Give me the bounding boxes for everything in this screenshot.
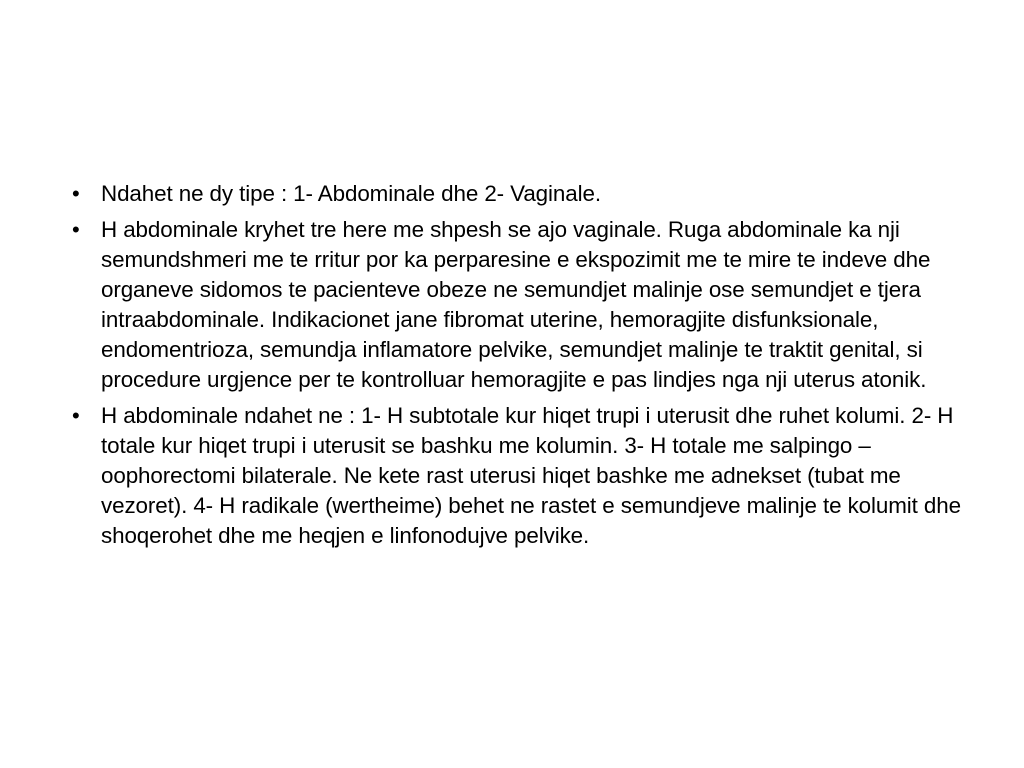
bullet-icon: • [72,181,80,206]
bullet-text: H abdominale kryhet tre here me shpesh se ajo vaginale. Ruga abdominale ka nji semundshmeri me te rritur por ka perparesine e ekspozimit me te mire te indeve dhe organeve sidomos te pacienteve obeze ne semundjet malinje ose semundjet e tjera intraabdominale. Indikacionet jane fibromat uterine, hemoragjite disfunksionale, endomentrioza, semundja inflamatore pelvike, semundjet malinje te traktit genital, si procedure urgjence per te kontrolluar hemoragjite e pas lindjes nga nji uterus atonik. [101,217,931,392]
slide-content [72,179,972,557]
bullet-icon: • [72,403,80,428]
bullet-item [72,215,972,395]
bullet-item [72,401,972,551]
bullet-text: H abdominale ndahet ne : 1- H subtotale kur hiqet trupi i uterusit dhe ruhet kolumi. 2- H totale kur hiqet trupi i uterusit se bashku me kolumin. 3- H totale me salpingo – oophorectomi bilaterale. Ne kete rast uterusi hiqet bashke me adnekset (tubat me vezoret). 4- H radikale (wertheime) behet ne rastet e semundjeve malinje te kolumit dhe shoqerohet dhe me heqjen e linfonodujve pelvike. [101,403,961,548]
bullet-icon: • [72,217,80,242]
bullet-list [72,179,972,551]
bullet-item [72,179,972,209]
bullet-text: Ndahet ne dy tipe : 1- Abdominale dhe 2- Vaginale. [101,181,601,206]
